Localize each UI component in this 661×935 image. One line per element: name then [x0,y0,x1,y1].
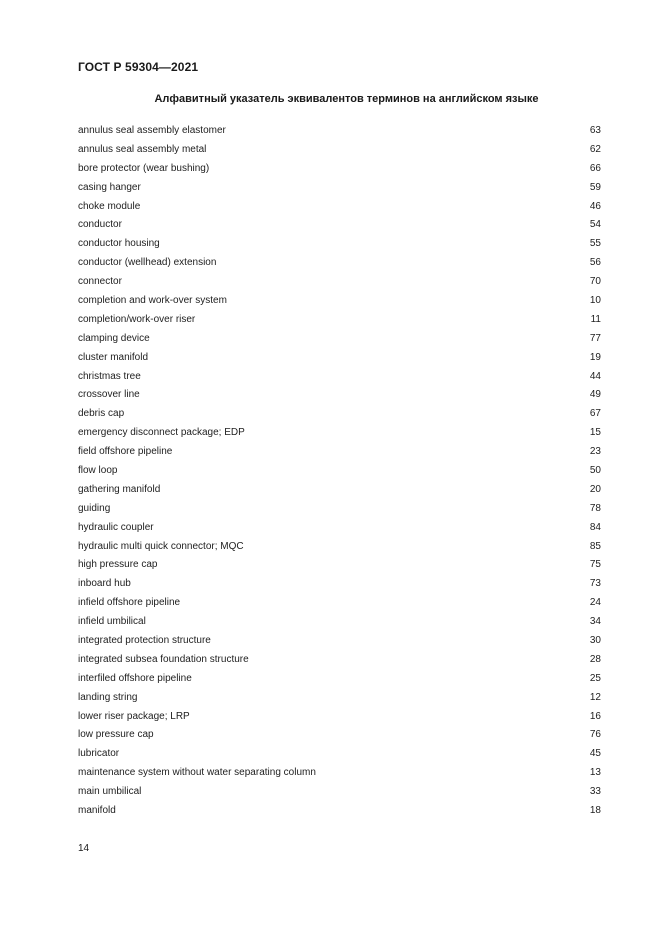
index-entry-term: lubricator [78,748,120,760]
index-entry-term: connector [78,276,122,288]
index-title-text: Алфавитный указатель эквивалентов терминов на английском языке [154,93,539,105]
index-entry-term: maintenance system without water separating column [78,767,316,779]
index-entry [78,215,601,234]
index-entry-number: 63 [589,124,601,136]
index-entry-number: 12 [589,691,601,703]
index-entry [78,272,601,291]
index-entry-number: 46 [589,200,601,212]
index-entry-term: landing string [78,691,138,703]
index-entry [78,159,601,178]
index-entry [78,574,601,593]
index-entry-term: integrated protection structure [78,634,211,646]
index-entry [78,688,601,707]
index-entry-term: conductor housing [78,238,160,250]
index-entry-term: clamping device [78,332,150,344]
index-entry [78,782,601,801]
index-entry [78,253,601,272]
index-entry-number: 34 [589,616,601,628]
index-entry-term: infield offshore pipeline [78,597,181,609]
index-entry-term: annulus seal assembly metal [78,143,207,155]
index-entry [78,499,601,518]
index-entry [78,537,601,556]
index-entry-term: interfiled offshore pipeline [78,672,192,684]
index-entry-number: 28 [589,653,601,665]
index-entry-number: 30 [589,634,601,646]
index-entry-number: 73 [589,578,601,590]
index-entry-number: 77 [589,332,601,344]
index-entry-term: hydraulic coupler [78,521,154,533]
index-entry [78,480,601,499]
index-entry-term: low pressure cap [78,729,154,741]
index-entry [78,555,601,574]
index-entry [78,442,601,461]
index-entry-term: conductor (wellhead) extension [78,257,217,269]
index-entry [78,593,601,612]
index-entry-number: 19 [589,351,601,363]
index-entry-term: emergency disconnect package; EDP [78,427,245,439]
index-entry-term: guiding [78,502,111,514]
index-entry-term: gathering manifold [78,483,161,495]
index-entry-term: hydraulic multi quick connector; MQC [78,540,244,552]
index-entry-term: christmas tree [78,370,141,382]
index-entry-term: conductor [78,219,122,231]
index-entry-term: bore protector (wear bushing) [78,162,210,174]
index-entry-number: 62 [589,143,601,155]
index-entry [78,348,601,367]
index-entry-number: 16 [589,710,601,722]
index-entry-term: casing hanger [78,181,141,193]
document-header: ГОСТ Р 59304—2021 [78,60,199,74]
index-entry-term: manifold [78,805,116,816]
index-entry-number: 50 [589,464,601,476]
index-entry-number: 67 [589,408,601,420]
index-list [78,121,601,820]
index-entry [78,178,601,197]
index-entry-number: 54 [589,219,601,231]
index-entry-number: 25 [589,672,601,684]
index-entry-term: debris cap [78,408,125,420]
index-entry-number: 13 [589,767,601,779]
index-entry-number: 45 [589,748,601,760]
index-entry [78,763,601,782]
index-entry [78,197,601,216]
index-entry-number: 11 [590,313,601,325]
index-entry-term: main umbilical [78,786,142,798]
index-entry-number: 49 [589,389,601,401]
index-entry [78,291,601,310]
index-entry [78,669,601,688]
index-entry [78,404,601,423]
index-entry-number: 24 [589,597,601,609]
index-entry [78,423,601,442]
index-entry-number: 59 [589,181,601,193]
index-entry-number: 55 [589,238,601,250]
index-entry-number: 10 [589,294,601,306]
index-entry-number: 84 [589,521,601,533]
page-number: 14 [78,843,90,854]
index-entry-number: 44 [589,370,601,382]
index-entry [78,744,601,763]
index-entry-term: field offshore pipeline [78,446,173,458]
index-entry-number: 78 [589,502,601,514]
index-entry-number: 15 [589,427,601,439]
index-entry [78,707,601,726]
index-entry [78,367,601,386]
index-entry-term: crossover line [78,389,140,401]
index-entry-term: high pressure cap [78,559,158,571]
index-entry-number: 18 [589,805,601,816]
index-entry-number: 66 [589,162,601,174]
index-entry-number: 75 [589,559,601,571]
index-entry-term: infield umbilical [78,616,146,628]
index-entry-term: completion/work-over riser [78,313,196,325]
index-entry [78,461,601,480]
index-entry [78,801,601,820]
index-entry [78,121,601,140]
index-entry-term: flow loop [78,464,118,476]
index-entry-number: 56 [589,257,601,269]
index-entry [78,310,601,329]
index-entry-term: inboard hub [78,578,131,590]
index-entry-number: 70 [589,276,601,288]
index-entry [78,612,601,631]
index-entry-term: choke module [78,200,141,212]
index-entry-term: completion and work-over system [78,294,227,306]
index-entry-number: 23 [589,446,601,458]
index-entry [78,234,601,253]
index-title [0,93,661,105]
index-entry [78,650,601,669]
index-entry-term: lower riser package; LRP [78,710,190,722]
index-entry-term: integrated subsea foundation structure [78,653,249,665]
index-entry [78,518,601,537]
index-entry-number: 85 [589,540,601,552]
index-entry [78,631,601,650]
index-entry [78,140,601,159]
index-entry-term: annulus seal assembly elastomer [78,124,226,136]
index-entry-number: 76 [589,729,601,741]
index-entry-term: cluster manifold [78,351,149,363]
index-entry [78,385,601,404]
index-entry [78,329,601,348]
index-entry-number: 33 [589,786,601,798]
index-entry [78,726,601,745]
index-entry-number: 20 [589,483,601,495]
